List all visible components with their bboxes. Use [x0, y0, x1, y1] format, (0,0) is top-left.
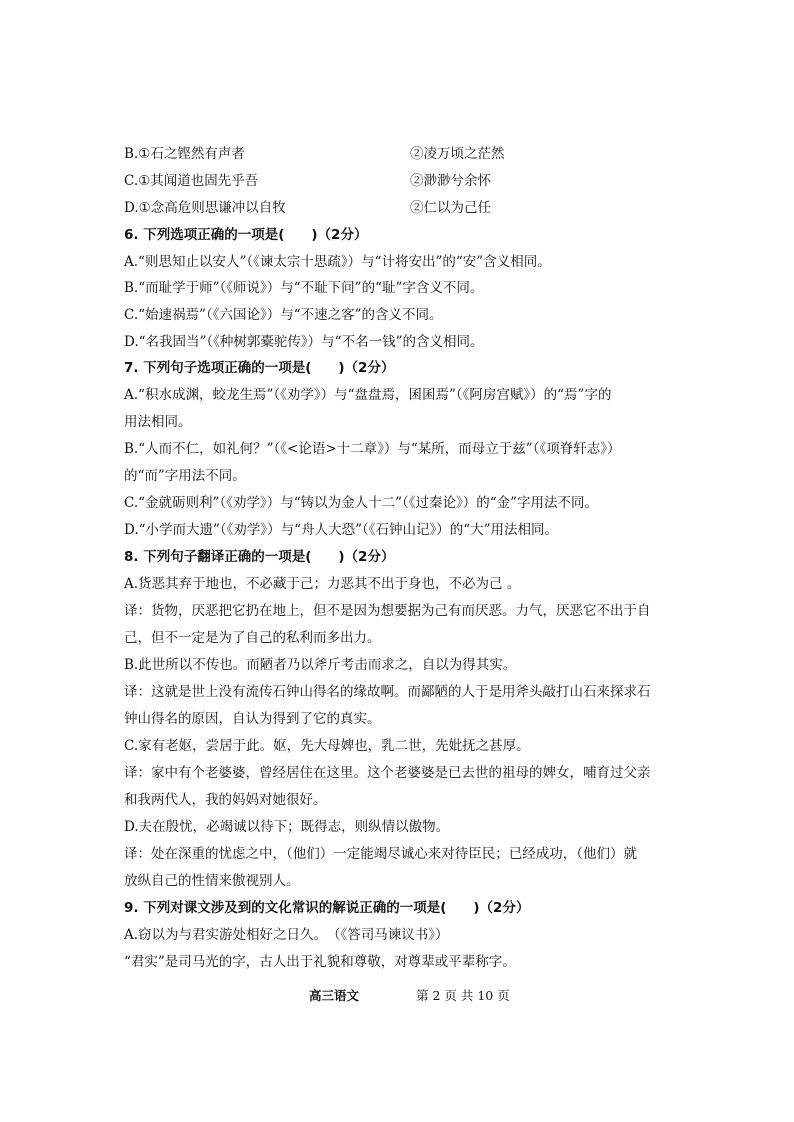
question-8-option-d-translation-line2: 放纵自己的性情来傲视别人。: [124, 873, 300, 889]
option-b-left: B.①石之铿然有声者: [124, 146, 245, 162]
question-7-option-a-line2: 用法相同。: [124, 414, 192, 430]
question-7-option-c: C.“金就砺则利”（《劝学》）与“铸以为金人十二”（《过秦论》）的“金”字用法不同。: [124, 495, 599, 511]
question-8-option-a-translation-line1: 译：货物，厌恶把它扔在地上，但不是因为想要据为己有而厌恶。力气，厌恶它不出于自: [124, 603, 651, 619]
question-6-option-d: D.“名我固当”（《种树郭橐驼传》）与“不名一钱”的含义相同。: [124, 334, 484, 350]
footer-page-number: 第 2 页 共 10 页: [416, 988, 510, 1003]
question-8-option-b-original: B.此世所以不传也。而陋者乃以斧斤考击而求之，自以为得其实。: [124, 657, 517, 673]
question-9-title: 9. 下列对课文涉及到的文化常识的解说正确的一项是( )（2分）: [124, 900, 530, 916]
question-8-option-a-original: A.货恶其弃于地也，不必藏于己；力恶其不出于身也，不必为己 。: [124, 576, 521, 592]
question-7-option-b-line2: 的“而”字用法不同。: [124, 468, 246, 484]
question-7-option-b-line1: B.“人而不仁，如礼何？”（《<论语>十二章》）与“某所，而母立于兹”（《项脊轩志》）: [124, 441, 621, 457]
question-6-option-c: C.“始速祸焉”（《六国论》）与“不速之客”的含义不同。: [124, 307, 443, 323]
question-6-title: 6. 下列选项正确的一项是( )（2分）: [124, 227, 368, 243]
question-8-option-a-translation-line2: 己，但不一定是为了自己的私利而多出力。: [124, 630, 381, 646]
question-8-option-c-translation-line2: 和我两代人，我的妈妈对她很好。: [124, 792, 327, 808]
option-d-right: ②仁以为己任: [410, 200, 491, 216]
option-d-left: D.①念高危则思谦冲以自牧: [124, 200, 286, 216]
question-8-option-c-original: C.家有老妪，尝居于此。妪，先大母婢也，乳二世，先妣抚之甚厚。: [124, 738, 530, 754]
option-b-right: ②凌万顷之茫然: [410, 146, 505, 162]
footer-subject: 高三语文: [309, 988, 360, 1003]
question-8-option-b-translation-line2: 钟山得名的原因，自认为得到了它的真实。: [124, 711, 381, 727]
question-6-option-b: B.“而耻学于师”（《师说》）与“不耻下问”的“耻”字含义不同。: [124, 280, 484, 296]
question-7-option-d: D.“小学而大遗”（《劝学》）与“舟人大恐”（《石钟山记》）的“大”用法相同。: [124, 522, 559, 538]
question-7-option-a-line1: A.“积水成渊，蛟龙生焉”（《劝学》）与“盘盘焉，囷囷焉”（《阿房宫赋》）的“焉”字的: [124, 387, 612, 403]
question-8-option-b-translation-line1: 译：这就是世上没有流传石钟山得名的缘故啊。而鄙陋的人于是用斧头敲打山石来探求石: [124, 684, 651, 700]
option-c-left: C.①其闻道也固先乎吾: [124, 173, 259, 189]
question-8-title: 8. 下列句子翻译正确的一项是( )（2分）: [124, 549, 395, 565]
question-8-option-d-translation-line1: 译：处在深重的忧虑之中，（他们）一定能竭尽诚心来对待臣民；已经成功，（他们）就: [124, 846, 637, 862]
question-8-option-d-original: D.夫在殷忧，必竭诚以待下；既得志，则纵情以傲物。: [124, 819, 450, 835]
question-9-option-a-explanation: “君实”是司马光的字，古人出于礼貌和尊敬，对尊辈或平辈称字。: [124, 954, 516, 970]
question-9-option-a-original: A.窃以为与君实游处相好之日久。 （《答司马谏议书》）: [124, 927, 449, 943]
question-7-title: 7. 下列句子选项正确的一项是( )（2分）: [124, 360, 395, 376]
question-6-option-a: A.“则思知止以安人”（《谏太宗十思疏》）与“计将安出”的“安”含义相同。: [124, 254, 551, 270]
option-c-right: ②渺渺兮余怀: [410, 173, 491, 189]
question-8-option-c-translation-line1: 译：家中有个老婆婆，曾经居住在这里。这个老婆婆是已去世的祖母的婢女，哺育过父亲: [124, 765, 651, 781]
